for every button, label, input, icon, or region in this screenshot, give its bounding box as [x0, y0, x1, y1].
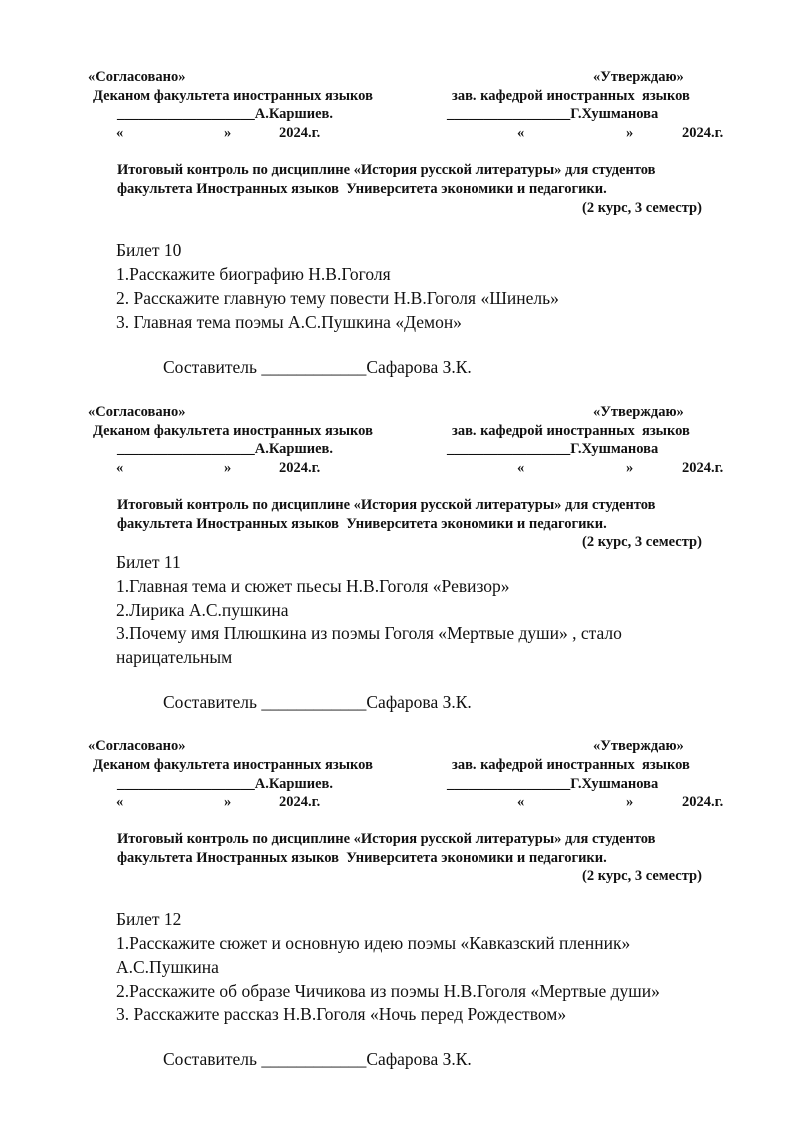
- question-item: 3.Почему имя Плюшкина из поэмы Гоголя «Мертвые души» , стало: [116, 623, 622, 643]
- date-right-year: 2024.г.: [682, 794, 724, 810]
- date-right-year: 2024.г.: [682, 125, 724, 141]
- question-item: 1.Расскажите биографию Н.В.Гоголя: [116, 264, 391, 284]
- date-right-open-quote: «: [517, 794, 525, 810]
- head-label: зав. кафедрой иностранных языков: [452, 88, 690, 104]
- date-left-open-quote: «: [116, 125, 124, 141]
- head-label: зав. кафедрой иностранных языков: [452, 423, 690, 439]
- agreed-label: «Согласовано»: [88, 69, 186, 85]
- question-item: 1.Главная тема и сюжет пьесы Н.В.Гоголя «Ревизор»: [116, 576, 510, 596]
- question-item: 2.Расскажите об образе Чичикова из поэмы Н.В.Гоголя «Мертвые души»: [116, 981, 660, 1001]
- dean-label: Деканом факультета иностранных языков: [93, 88, 373, 104]
- date-left-year: 2024.г.: [279, 125, 321, 141]
- date-right-year: 2024.г.: [682, 460, 724, 476]
- head-label: зав. кафедрой иностранных языков: [452, 757, 690, 773]
- exam-title-line1: Итоговый контроль по дисциплине «История русской литературы» для студентов: [117, 162, 656, 178]
- date-left-year: 2024.г.: [279, 794, 321, 810]
- question-item: 3. Главная тема поэмы А.С.Пушкина «Демон»: [116, 312, 462, 332]
- question-item: 3. Расскажите рассказ Н.В.Гоголя «Ночь перед Рождеством»: [116, 1004, 567, 1024]
- course-info: (2 курс, 3 семестр): [582, 868, 702, 884]
- exam-title-line2: факультета Иностранных языков Университета экономики и педагогики.: [117, 181, 607, 197]
- approve-label: «Утверждаю»: [593, 69, 684, 85]
- dean-signature-line: ___________________А.Каршиев.: [117, 776, 333, 792]
- question-item: 2. Расскажите главную тему повести Н.В.Гоголя «Шинель»: [116, 288, 559, 308]
- date-left-close-quote: »: [224, 794, 232, 810]
- course-info: (2 курс, 3 семестр): [582, 200, 702, 216]
- question-item: А.С.Пушкина: [116, 957, 219, 977]
- exam-title-line2: факультета Иностранных языков Университета экономики и педагогики.: [117, 516, 607, 532]
- date-left-year: 2024.г.: [279, 460, 321, 476]
- approve-label: «Утверждаю»: [593, 738, 684, 754]
- question-item: 1.Расскажите сюжет и основную идею поэмы «Кавказский пленник»: [116, 933, 631, 953]
- dean-label: Деканом факультета иностранных языков: [93, 757, 373, 773]
- question-item: нарицательным: [116, 647, 233, 667]
- exam-title-line2: факультета Иностранных языков Университета экономики и педагогики.: [117, 850, 607, 866]
- date-right-close-quote: »: [626, 460, 634, 476]
- agreed-label: «Согласовано»: [88, 738, 186, 754]
- exam-title-line1: Итоговый контроль по дисциплине «История русской литературы» для студентов: [117, 831, 656, 847]
- ticket-title: Билет 10: [116, 240, 182, 260]
- course-info: (2 курс, 3 семестр): [582, 534, 702, 550]
- compiler-line: Составитель ____________Сафарова З.К.: [163, 1049, 472, 1069]
- dean-label: Деканом факультета иностранных языков: [93, 423, 373, 439]
- question-item: 2.Лирика А.С.пушкина: [116, 600, 289, 620]
- head-signature-line: _________________Г.Хушманова: [447, 441, 659, 457]
- head-signature-line: _________________Г.Хушманова: [447, 106, 659, 122]
- date-right-close-quote: »: [626, 125, 634, 141]
- compiler-line: Составитель ____________Сафарова З.К.: [163, 357, 472, 377]
- date-right-open-quote: «: [517, 460, 525, 476]
- approve-label: «Утверждаю»: [593, 404, 684, 420]
- date-left-close-quote: »: [224, 460, 232, 476]
- date-left-open-quote: «: [116, 794, 124, 810]
- head-signature-line: _________________Г.Хушманова: [447, 776, 659, 792]
- dean-signature-line: ___________________А.Каршиев.: [117, 441, 333, 457]
- compiler-line: Составитель ____________Сафарова З.К.: [163, 692, 472, 712]
- agreed-label: «Согласовано»: [88, 404, 186, 420]
- exam-title-line1: Итоговый контроль по дисциплине «История русской литературы» для студентов: [117, 497, 656, 513]
- date-right-close-quote: »: [626, 794, 634, 810]
- ticket-title: Билет 12: [116, 909, 182, 929]
- date-left-open-quote: «: [116, 460, 124, 476]
- date-left-close-quote: »: [224, 125, 232, 141]
- dean-signature-line: ___________________А.Каршиев.: [117, 106, 333, 122]
- ticket-title: Билет 11: [116, 552, 181, 572]
- date-right-open-quote: «: [517, 125, 525, 141]
